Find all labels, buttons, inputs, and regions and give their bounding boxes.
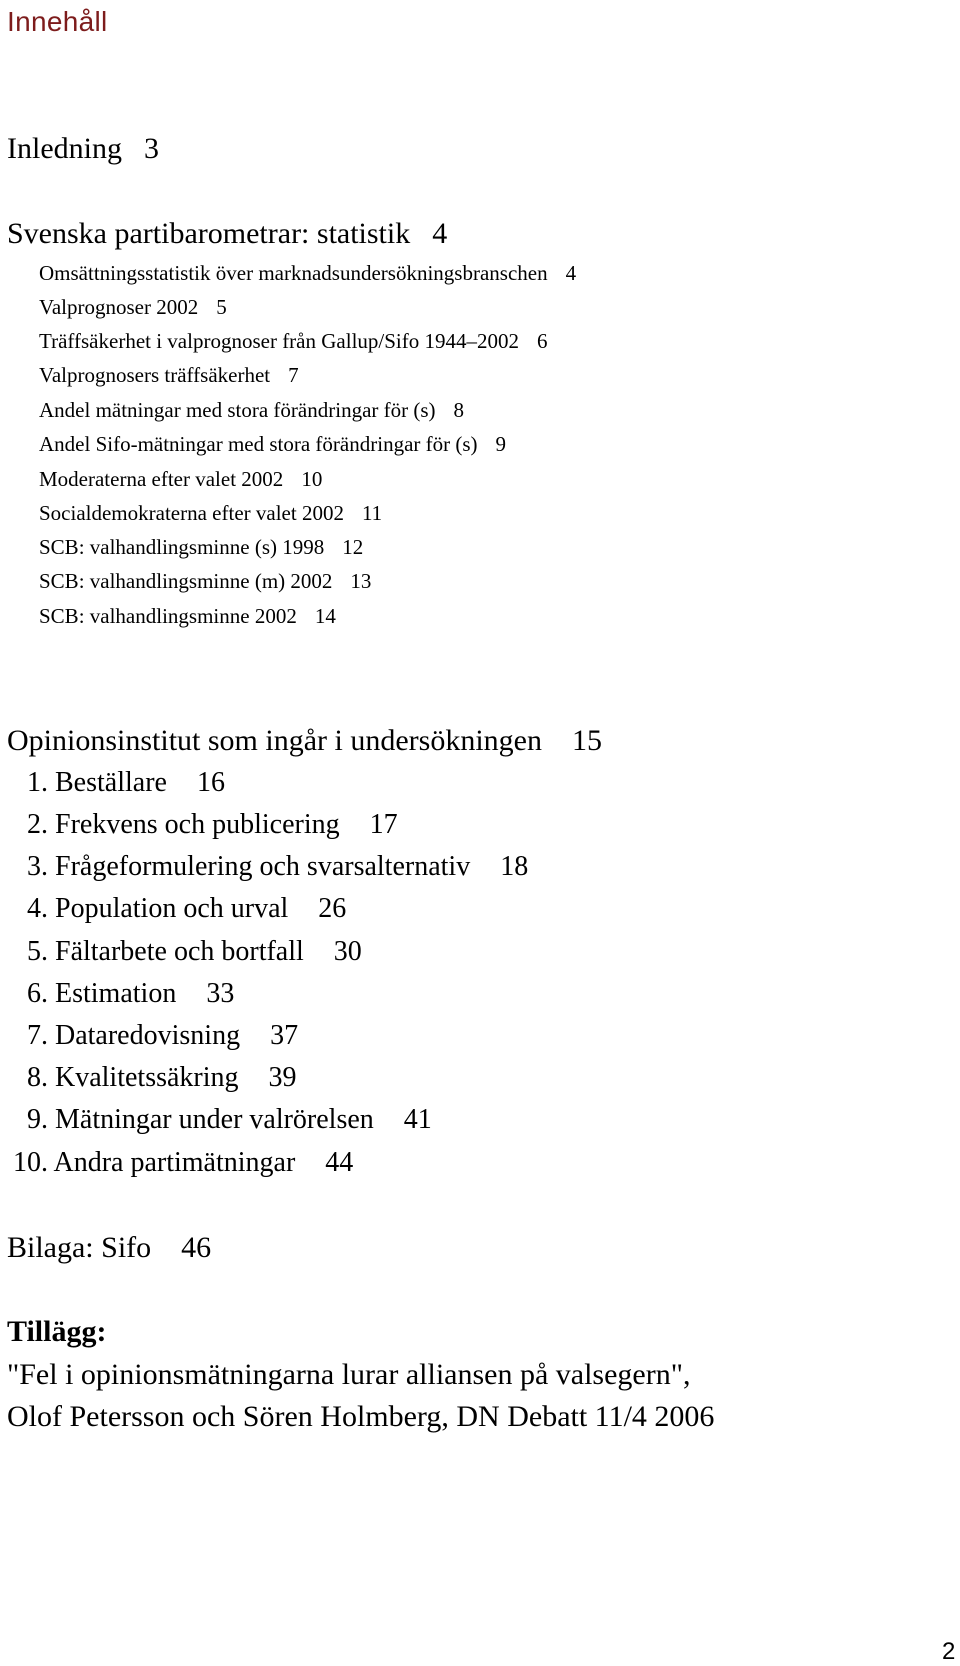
toc-title: Andra partimätningar — [53, 1147, 296, 1178]
toc-entry[interactable] — [0, 1019, 298, 1053]
toc-entry[interactable] — [39, 466, 322, 492]
toc-title: Omsättningsstatistik över marknadsundersökningsbranschen — [39, 261, 548, 285]
toc-title: Andel mätningar med stora förändringar för (s) — [39, 398, 436, 422]
toc-page: 16 — [196, 767, 225, 798]
toc-entry[interactable] — [0, 977, 234, 1011]
toc-number: 9. — [27, 1104, 48, 1135]
toc-page: 46 — [181, 1231, 212, 1264]
toc-entry[interactable] — [0, 1146, 353, 1180]
toc-entry[interactable] — [0, 1061, 297, 1095]
toc-title: Population och urval — [55, 893, 289, 924]
toc-page: 5 — [216, 295, 227, 319]
toc-title: Estimation — [55, 978, 177, 1009]
toc-page: 3 — [143, 132, 159, 165]
toc-number: 10. — [13, 1147, 48, 1178]
toc-number: 4. — [27, 893, 48, 924]
toc-page: 7 — [288, 363, 299, 387]
toc-entry[interactable] — [0, 892, 346, 926]
addendum-article-source: Olof Petersson och Sören Holmberg, DN Debatt 11/4 2006 — [7, 1400, 715, 1433]
toc-page: 9 — [495, 432, 507, 456]
toc-page: 30 — [333, 936, 362, 967]
toc-section-opinionsinstitut[interactable] — [7, 723, 602, 759]
toc-title: SCB: valhandlingsminne (m) 2002 — [39, 569, 333, 593]
toc-page: 17 — [369, 809, 398, 840]
toc-title: Svenska partibarometrar: statistik — [7, 217, 411, 250]
toc-title: Dataredovisning — [55, 1020, 241, 1051]
toc-title: Inledning — [7, 132, 122, 165]
addendum-label: Tillägg: — [7, 1315, 107, 1348]
page-heading: Innehåll — [7, 6, 108, 37]
toc-page: 15 — [571, 724, 602, 757]
toc-page: 41 — [403, 1104, 432, 1135]
toc-page: 39 — [268, 1062, 297, 1093]
toc-page: 4 — [565, 261, 577, 285]
toc-entry[interactable] — [39, 603, 336, 629]
toc-title: Andel Sifo-mätningar med stora förändringar för (s) — [39, 432, 478, 456]
toc-section-inledning[interactable] — [7, 131, 159, 167]
toc-entry[interactable] — [39, 397, 464, 423]
toc-title: Opinionsinstitut som ingår i undersökningen — [7, 724, 542, 757]
toc-title: Fältarbete och bortfall — [55, 936, 304, 967]
toc-number: 5. — [27, 936, 48, 967]
toc-entry[interactable] — [0, 1103, 432, 1137]
toc-section-partibarometrar[interactable] — [7, 216, 447, 252]
toc-title: Valprognoser 2002 — [39, 295, 199, 319]
toc-section-bilaga[interactable] — [7, 1230, 211, 1266]
toc-entry[interactable] — [39, 534, 363, 560]
toc-title: Träffsäkerhet i valprognoser från Gallup/Sifo 1944–2002 — [39, 329, 519, 353]
toc-entry[interactable] — [39, 500, 382, 526]
toc-number: 1. — [27, 767, 48, 798]
toc-page: 10 — [301, 467, 323, 491]
toc-title: Kvalitetssäkring — [55, 1062, 239, 1093]
toc-title: Beställare — [55, 767, 167, 798]
toc-page: 37 — [270, 1020, 299, 1051]
toc-entry[interactable] — [0, 850, 528, 884]
toc-page: 4 — [432, 217, 448, 250]
toc-page: 13 — [350, 569, 372, 593]
toc-number: 8. — [27, 1062, 48, 1093]
toc-number: 2. — [27, 809, 48, 840]
toc-title: Bilaga: Sifo — [7, 1231, 152, 1264]
toc-page: 8 — [453, 398, 465, 422]
toc-title: Frågeformulering och svarsalternativ — [55, 851, 471, 882]
toc-page: 44 — [325, 1147, 354, 1178]
toc-entry[interactable] — [0, 808, 398, 842]
toc-entry[interactable] — [0, 766, 225, 800]
toc-page: 12 — [342, 535, 364, 559]
toc-number: 3. — [27, 851, 48, 882]
toc-page: 18 — [500, 851, 529, 882]
toc-page: 26 — [318, 893, 347, 924]
toc-page: 11 — [361, 501, 383, 525]
toc-entry[interactable] — [39, 362, 299, 388]
toc-number: 7. — [27, 1020, 48, 1051]
toc-entry[interactable] — [0, 935, 362, 969]
toc-page: 33 — [206, 978, 235, 1009]
toc-entry[interactable] — [39, 568, 371, 594]
addendum-article-title: "Fel i opinionsmätningarna lurar alliansen på valsegern", — [7, 1358, 691, 1391]
toc-title: SCB: valhandlingsminne 2002 — [39, 604, 297, 628]
toc-entry[interactable] — [39, 260, 576, 286]
toc-title: Frekvens och publicering — [55, 809, 340, 840]
toc-entry[interactable] — [39, 294, 227, 320]
toc-title: Socialdemokraterna efter valet 2002 — [39, 501, 344, 525]
page-number: 2 — [942, 1638, 956, 1665]
toc-number: 6. — [27, 978, 48, 1009]
toc-title: SCB: valhandlingsminne (s) 1998 — [39, 535, 325, 559]
toc-title: Moderaterna efter valet 2002 — [39, 467, 284, 491]
toc-page: 6 — [537, 329, 548, 353]
toc-entry[interactable] — [39, 431, 506, 457]
toc-page: 14 — [314, 604, 336, 628]
toc-title: Valprognosers träffsäkerhet — [39, 363, 271, 387]
toc-title: Mätningar under valrörelsen — [55, 1104, 374, 1135]
toc-entry[interactable] — [39, 328, 548, 354]
